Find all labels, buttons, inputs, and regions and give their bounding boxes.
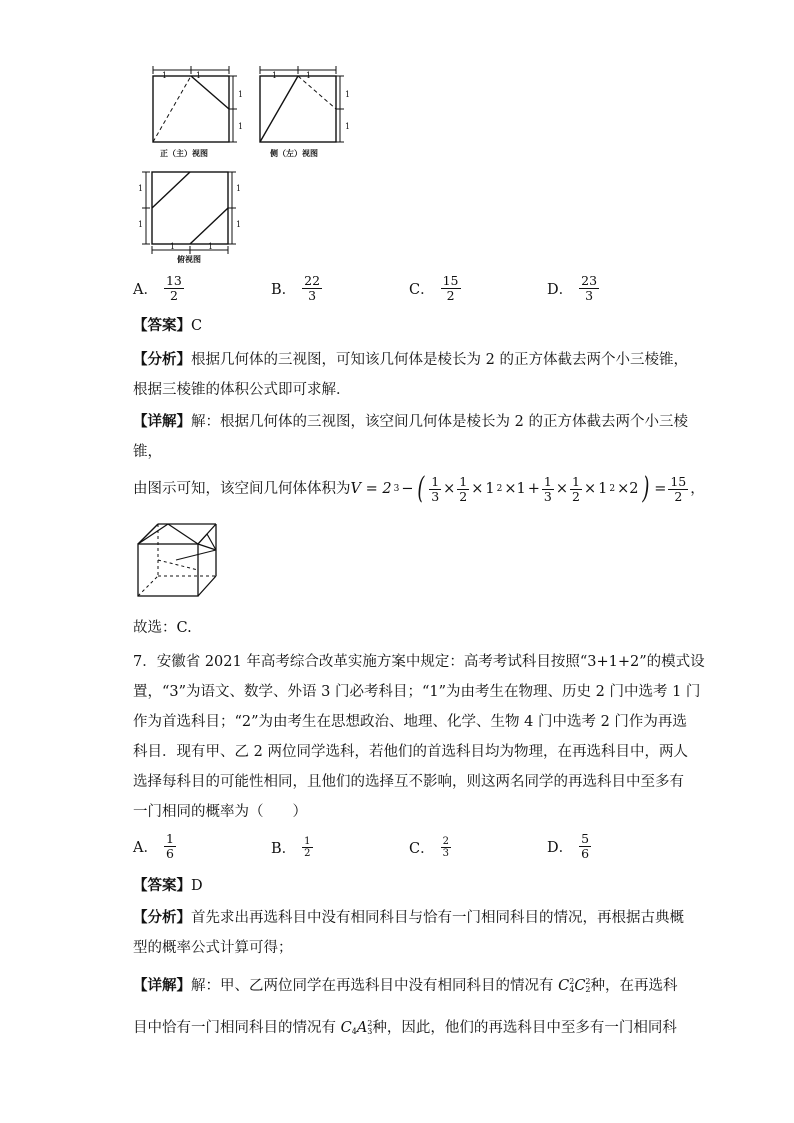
denominator: 2	[446, 288, 455, 303]
subscript: 3	[367, 1027, 373, 1036]
factor: ×2	[617, 481, 639, 497]
formula-v: V = 2	[350, 481, 392, 497]
option-fraction	[441, 274, 461, 303]
combination-c42	[558, 976, 590, 996]
superscript: 2	[585, 977, 591, 986]
denominator: 3	[543, 488, 552, 504]
denominator: 3	[308, 288, 317, 303]
option-fraction	[302, 836, 312, 859]
q6-volume-formula	[133, 472, 705, 506]
option-c	[409, 274, 461, 303]
analysis-tag: 【分析】	[133, 910, 191, 926]
option-letter: D．	[547, 840, 574, 856]
detail-text: 解：根据几何体的三视图，该空间几何体是棱长为 2 的正方体截去两个小三棱	[191, 414, 688, 430]
q6-detail-2: 锥，	[133, 444, 162, 460]
q6-answer	[133, 316, 202, 336]
base: 1	[598, 481, 608, 497]
q6-conclusion: 故选：C.	[133, 620, 192, 636]
q7-stem-6: 一门相同的概率为（ ）	[133, 804, 307, 820]
dim-label: 1	[196, 71, 202, 80]
q7-stem-1: 7．安徽省 2021 年高考综合改革实施方案中规定：高考考试科目按照“3+1+2”的模式设	[133, 654, 705, 670]
q6-analysis-1	[133, 350, 688, 370]
q7-detail-2	[133, 1018, 677, 1038]
times-sign: ×	[443, 481, 456, 497]
q7-stem-2: 置，“3”为语文、数学、外语 3 门必考科目；“1”为由考生在物理、历史 2 门中选考 1 门	[133, 684, 701, 700]
q6-analysis-2: 根据三棱锥的体积公式即可求解．	[133, 382, 351, 398]
frac-1-3	[429, 475, 441, 504]
denominator: 2	[674, 488, 683, 504]
volume-formula	[350, 471, 705, 506]
option-c	[409, 836, 451, 859]
option-letter: A．	[133, 840, 158, 856]
option-letter: A．	[133, 282, 158, 298]
subscript: 4	[351, 1027, 357, 1036]
exponent: 2	[496, 484, 503, 494]
right-paren: )	[642, 471, 650, 506]
answer-value: C	[191, 318, 203, 334]
dim-label: 1	[170, 242, 176, 251]
option-fraction	[164, 274, 184, 303]
front-view-caption: 正（主）视图	[160, 149, 208, 158]
minus-sign: −	[401, 481, 414, 497]
equals-sign: =	[654, 481, 667, 497]
numerator: 15	[670, 473, 687, 489]
denominator: 6	[165, 846, 174, 861]
q7-stem-3: 作为首选科目；“2”为由考生在思想政治、地理、化学、生物 4 门中选考 2 门作为再选	[133, 714, 687, 730]
numerator: 22	[304, 273, 321, 288]
exponent: 3	[393, 484, 400, 494]
numerator: 1	[304, 836, 311, 847]
q7-stem-5: 选择每科目的可能性相同，且他们的选择互不影响，则这两名同学的再选科目中至多有	[133, 774, 684, 790]
detail-text: 解：甲、乙两位同学在再选科目中没有相同科目的情况有	[191, 978, 554, 994]
denominator: 2	[459, 488, 468, 504]
numerator: 15	[442, 273, 459, 288]
formula-lead: 由图示可知，该空间几何体体积为	[133, 481, 351, 497]
answer-tag: 【答案】	[133, 318, 191, 334]
dim-label: 1	[208, 242, 214, 251]
q7-analysis-2: 型的概率公式计算可得；	[133, 940, 293, 956]
dim-label: 1	[238, 122, 244, 131]
numerator: 5	[581, 831, 590, 846]
frac-1-2	[457, 475, 469, 504]
numerator: 1	[543, 473, 552, 489]
symbol: A	[356, 1020, 368, 1036]
dim-label: 1	[345, 122, 351, 131]
option-fraction	[579, 832, 591, 861]
numerator: 1	[165, 831, 174, 846]
frac-1-3	[542, 475, 554, 504]
option-d	[547, 274, 599, 303]
denominator: 6	[581, 846, 590, 861]
dim-label: 1	[345, 90, 351, 99]
numerator: 23	[581, 273, 598, 288]
dim-label: 1	[306, 71, 312, 80]
exponent: 2	[609, 484, 616, 494]
option-letter: D．	[547, 282, 574, 298]
side-view-caption: 侧（左）视图	[270, 149, 318, 158]
subscript: 4	[569, 985, 575, 994]
option-letter: C．	[409, 282, 435, 298]
analysis-tag: 【分析】	[133, 352, 191, 368]
q7-answer	[133, 876, 203, 896]
detail-tag: 【详解】	[133, 978, 191, 994]
numerator: 2	[442, 836, 449, 847]
top-view-figure	[140, 166, 240, 258]
base: 1	[485, 481, 495, 497]
dim-label: 1	[236, 184, 242, 193]
dim-label: 1	[138, 220, 144, 229]
comma: ，	[690, 481, 705, 497]
detail-tag: 【详解】	[133, 414, 191, 430]
option-fraction	[579, 274, 599, 303]
numerator: 1	[572, 473, 580, 489]
answer-tag: 【答案】	[133, 878, 191, 894]
times-sign: ×	[555, 481, 569, 497]
cube-figure	[136, 520, 220, 600]
option-letter: B．	[271, 841, 297, 857]
result-fraction	[668, 475, 688, 504]
option-a	[133, 274, 184, 303]
detail-text: 种，在再选科	[590, 978, 678, 994]
option-fraction	[302, 274, 322, 303]
option-d	[547, 832, 591, 861]
symbol: C	[340, 1020, 352, 1036]
option-letter: B．	[271, 282, 297, 298]
dim-label: 1	[238, 90, 244, 99]
analysis-text: 根据几何体的三视图，可知该几何体是棱长为 2 的正方体截去两个小三棱锥，	[191, 352, 688, 368]
denominator: 2	[169, 288, 178, 303]
superscript: 2	[569, 977, 575, 986]
frac-1-2	[570, 475, 582, 504]
subscript: 2	[585, 985, 591, 994]
numerator: 13	[165, 273, 182, 288]
dim-label: 1	[138, 184, 144, 193]
q6-detail-1	[133, 412, 688, 432]
plus-sign: +	[527, 481, 540, 497]
numerator: 1	[431, 473, 440, 489]
q7-detail-1	[133, 976, 678, 996]
detail-text: 目中恰有一门相同科目的情况有	[133, 1020, 336, 1036]
analysis-text: 首先求出再选科目中没有相同科目与恰有一门相同科目的情况，再根据古典概	[191, 910, 684, 926]
denominator: 3	[442, 848, 449, 859]
option-b	[271, 274, 322, 303]
dim-label: 1	[272, 71, 278, 80]
q7-stem-4: 科目．现有甲、乙 2 两位同学选科，若他们的首选科目均为物理，在再选科目中，两人	[133, 744, 688, 760]
times-sign: ×	[471, 481, 484, 497]
option-fraction	[164, 832, 176, 861]
combination-c4a32	[341, 1018, 373, 1038]
denominator: 2	[304, 848, 311, 859]
detail-text: 种，因此，他们的再选科目中至多有一门相同科	[372, 1020, 677, 1036]
superscript: 2	[367, 1019, 373, 1028]
option-b	[271, 836, 313, 859]
dim-label: 1	[162, 71, 168, 80]
option-a	[133, 832, 176, 861]
answer-value: D	[191, 878, 203, 894]
dim-label: 1	[236, 220, 242, 229]
option-letter: C．	[409, 841, 435, 857]
top-view-caption: 俯视图	[177, 255, 201, 264]
factor: ×1	[504, 481, 526, 497]
denominator: 2	[572, 488, 580, 504]
symbol: C	[574, 978, 586, 994]
q7-analysis-1	[133, 908, 684, 928]
denominator: 3	[585, 288, 594, 303]
denominator: 3	[431, 488, 440, 504]
left-paren: (	[417, 471, 425, 506]
option-fraction	[441, 836, 451, 859]
times-sign: ×	[583, 481, 597, 497]
numerator: 1	[459, 473, 468, 489]
symbol: C	[558, 978, 570, 994]
